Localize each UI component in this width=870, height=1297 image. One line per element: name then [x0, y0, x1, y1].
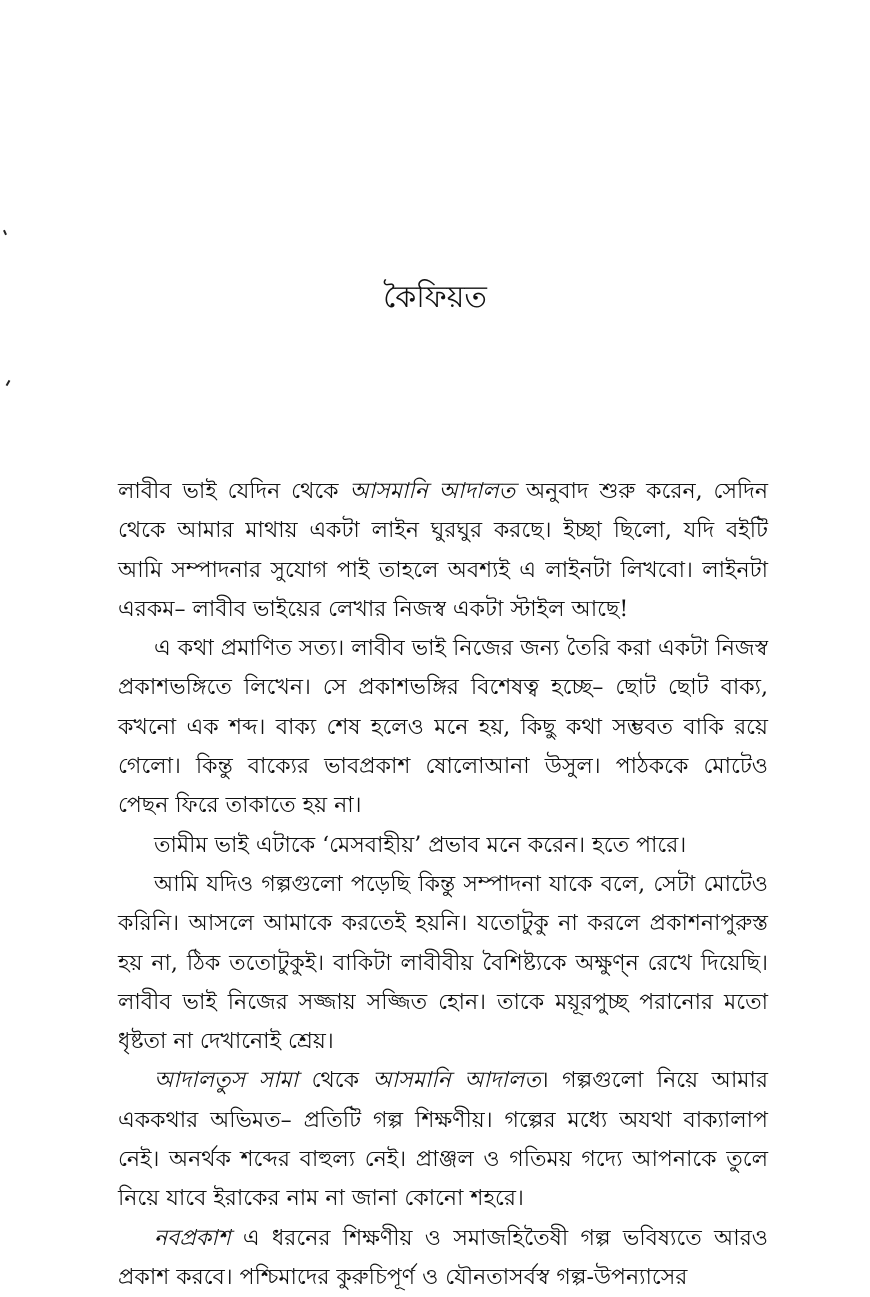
scan-speck	[6, 380, 11, 386]
scan-speck	[3, 230, 7, 235]
paragraph-text: লাবীব ভাই যেদিন থেকে	[118, 479, 350, 504]
paragraph	[118, 1061, 768, 1218]
italic-title-text: আদালতুস সামা	[154, 1068, 299, 1094]
paragraph-text: আমি যদিও গল্পগুলো পড়েছি কিন্তু সম্পাদনা যাকে বলে, সেটা মোটেও করিনি। আসলে আমাকে করতেই হয়নি। যতোটুকু না করলে প্রকাশনাপুরুস্ত হয় না, ঠিক ততোটুকুই। বাকিটা লাবীবীয় বৈশিষ্ট্যকে অক্ষুণ্ন রেখে দিয়েছি। লাবীব ভাই নিজের সজ্জায় সজ্জিত হোন। তাকে ময়ূরপুচ্ছ পরানোর মতো ধৃষ্টতা না দেখানোই শ্রেয়।	[118, 871, 768, 1055]
paragraph-text: অনুবাদ শুরু করেন, সেদিন থেকে আমার মাথায় একটা লাইন ঘুরঘুর করছে। ইচ্ছা ছিলো, যদি বইটি আমি সম্পাদনার সুযোগ পাই তাহলে অবশ্যই এ লাইনটা লিখবো। লাইনটা এরকম– লাবীব ভাইয়ের লেখার নিজস্ব একটা স্টাইল আছে!	[118, 479, 768, 622]
paragraph	[118, 826, 768, 865]
paragraph-text: । গল্পগুলো নিয়ে আমার এককথার অভিমত– প্রতিটি গল্প শিক্ষণীয়। গল্পের মধ্যে অযথা বাক্যালাপ নেই। অনর্থক শব্দের বাহুল্য নেই। প্রাঞ্জল ও গতিময় গদ্যে আপনাকে তুলে নিয়ে যাবে ইরাকের নাম না জানা কোনো শহরে।	[118, 1068, 768, 1212]
paragraph-text: এ ধরনের শিক্ষণীয় ও সমাজহিতৈষী গল্প ভবিষ্যতে আরও প্রকাশ করবে। পশ্চিমাদের কুরুচিপূর্ণ ও যৌনতাসর্বস্ব গল্প-উপন্যাসের	[118, 1225, 768, 1290]
italic-title-text: আসমানি আদালত	[372, 1068, 541, 1094]
paragraph-text: থেকে	[298, 1068, 373, 1094]
paragraph	[118, 1219, 768, 1297]
page-title: কৈফিয়ত	[383, 280, 487, 315]
body-text	[118, 472, 768, 1297]
paragraph	[118, 472, 768, 629]
paragraph	[118, 629, 768, 825]
italic-title-text: আসমানি আদালত	[349, 479, 516, 504]
paragraph	[118, 865, 768, 1061]
paragraph-text: তামীম ভাই এটাকে ‘মেসবাহীয়’ প্রভাব মনে করেন। হতে পারে।	[154, 832, 687, 858]
italic-title-text: নবপ্রকাশ	[154, 1225, 231, 1251]
paragraph-text: এ কথা প্রমাণিত সত্য। লাবীব ভাই নিজের জন্য তৈরি করা একটা নিজস্ব প্রকাশভঙ্গিতে লিখেন। সে প্রকাশভঙ্গির বিশেষত্ব হচ্ছে– ছোট ছোট বাক্য, কখনো এক শব্দ। বাক্য শেষ হলেও মনে হয়, কিছু কথা সম্ভবত বাকি রয়ে গেলো। কিন্তু বাক্যের ভাবপ্রকাশ ষোলোআনা উসুল। পাঠককে মোটেও পেছন ফিরে তাকাতে হয় না।	[118, 636, 768, 819]
